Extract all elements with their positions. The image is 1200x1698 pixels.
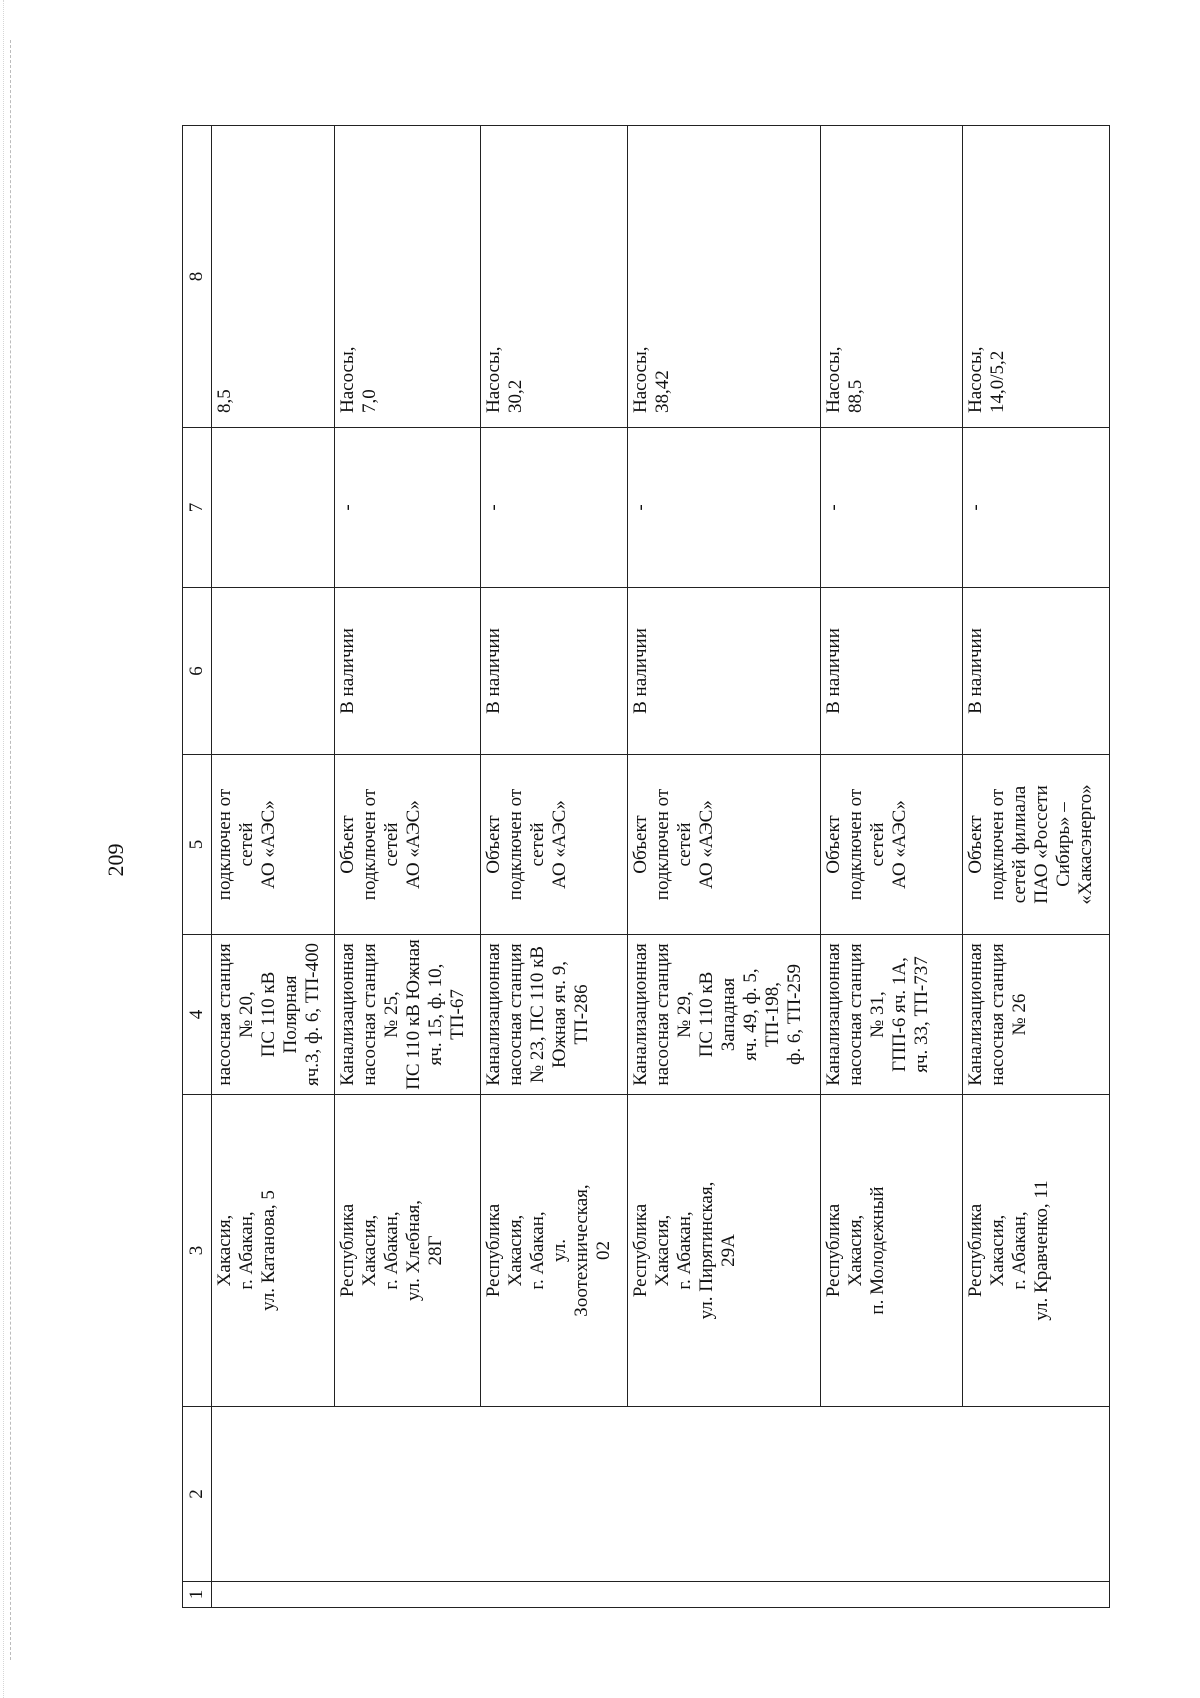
table-cell-connection: Объект подключен от сетей АО «АЭС» (481, 755, 627, 935)
table-row (334, 126, 480, 1608)
column-header: 8 (183, 126, 212, 428)
table-cell-connection: Объект подключен от сетей АО «АЭС» (627, 755, 821, 935)
table-cell-col7: - (963, 428, 1110, 588)
table-cell-load: Насосы, 30,2 (481, 126, 627, 428)
table-cell-load: Насосы, 7,0 (334, 126, 480, 428)
table-cell-object: Канализационная насосная станция № 29, ПС 110 кВ Западная яч. 49, ф. 5, ТП-198, ф. 6, ТП-259 (627, 935, 821, 1095)
table-cell-availability: В наличии (334, 588, 480, 755)
data-table (182, 125, 1110, 1608)
table-cell-availability (211, 588, 334, 755)
table-cell-object: Канализационная насосная станция № 31, ГПП-6 яч. 1А, яч. 33, ТП-737 (821, 935, 963, 1095)
table-cell-load: Насосы, 14,0/5,2 (963, 126, 1110, 428)
table-row (821, 126, 963, 1608)
page-number: 209 (103, 843, 128, 877)
table-cell-availability: В наличии (481, 588, 627, 755)
table-cell-connection: Объект подключен от сетей АО «АЭС» (334, 755, 480, 935)
table-cell-object: Канализационная насосная станция № 23, ПС 110 кВ Южная яч. 9, ТП-286 (481, 935, 627, 1095)
scan-edge-artifact (3, 0, 4, 1698)
table-cell-load: Насосы, 88,5 (821, 126, 963, 428)
table-cell-col7: - (627, 428, 821, 588)
table-cell-empty (211, 1582, 1109, 1608)
table-cell-availability: В наличии (627, 588, 821, 755)
table-cell-address: Республика Хакасия, г. Абакан, ул. Пирятинская, 29А (627, 1095, 821, 1407)
column-header: 4 (183, 935, 212, 1095)
table-cell-object: Канализационная насосная станция № 25, ПС 110 кВ Южная яч. 15, ф. 10, ТП-67 (334, 935, 480, 1095)
table-cell-address: Республика Хакасия, г. Абакан, ул. Кравченко, 11 (963, 1095, 1110, 1407)
table-cell-address: Республика Хакасия, г. Абакан, ул. Хлебная, 28Г (334, 1095, 480, 1407)
column-header: 7 (183, 428, 212, 588)
table-cell-object: насосная станция № 20, ПС 110 кВ Полярная яч.3, ф. 6, ТП-400 (211, 935, 334, 1095)
table-header-row (183, 126, 212, 1608)
table-cell-address: Республика Хакасия, п. Молодежный (821, 1095, 963, 1407)
table-cell-address: Хакасия, г. Абакан, ул. Катанова, 5 (211, 1095, 334, 1407)
table-row (627, 126, 821, 1608)
table-cell-address: Республика Хакасия, г. Абакан, ул. Зоотехническая, 02 (481, 1095, 627, 1407)
table-cell-col7: - (334, 428, 480, 588)
table-cell-col7 (211, 428, 334, 588)
table-cell-availability: В наличии (963, 588, 1110, 755)
column-header: 6 (183, 588, 212, 755)
table-cell-connection: подключен от сетей АО «АЭС» (211, 755, 334, 935)
column-header: 5 (183, 755, 212, 935)
table-cell-object: Канализационная насосная станция № 26 (963, 935, 1110, 1095)
table-cell-col7: - (821, 428, 963, 588)
table-cell-availability: В наличии (821, 588, 963, 755)
table-row (211, 126, 334, 1608)
table-cell-load: Насосы, 38,42 (627, 126, 821, 428)
column-header: 2 (183, 1407, 212, 1582)
table-cell-empty (211, 1407, 1109, 1582)
table-cell-load: 8,5 (211, 126, 334, 428)
table-cell-col7: - (481, 428, 627, 588)
column-header: 3 (183, 1095, 212, 1407)
column-header: 1 (183, 1582, 212, 1608)
table-wrapper (182, 126, 1110, 1608)
table-row (481, 126, 627, 1608)
table-row (963, 126, 1110, 1608)
table-cell-connection: Объект подключен от сетей филиала ПАО «Россети Сибирь» – «Хакасэнерго» (963, 755, 1110, 935)
table-cell-connection: Объект подключен от сетей АО «АЭС» (821, 755, 963, 935)
scan-edge-artifact (10, 40, 11, 1660)
